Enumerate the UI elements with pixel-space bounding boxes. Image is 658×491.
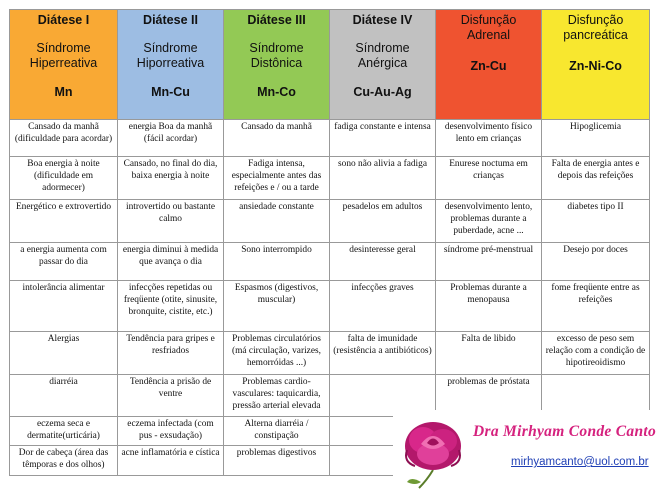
table-cell: Cansado da manhã [224, 120, 330, 157]
column-elements: Cu-Au-Ag [353, 85, 412, 99]
column-elements: Mn-Co [257, 85, 296, 99]
doctor-name: Dra Mirhyam Conde Canto [473, 423, 657, 440]
table-cell: acne inflamatória e cística [118, 446, 224, 476]
table-cell: Dor de cabeça (área das têmporas e dos olhos) [10, 446, 118, 476]
column-elements: Zn-Cu [470, 59, 507, 73]
table-cell: Problemas durante a menopausa [436, 281, 542, 332]
column-title: Diátese I [37, 13, 90, 27]
column-subtitle-line1: Síndrome [355, 41, 410, 55]
table-cell: Problemas cardio-vasculares: taquicardia, pressão arterial elevada [224, 375, 330, 417]
table-cell: problemas digestivos [224, 446, 330, 476]
table-cell: desinteresse geral [330, 243, 436, 281]
table-cell: Espasmos (digestivos, muscular) [224, 281, 330, 332]
column-subtitle-line1: Síndrome [36, 41, 91, 55]
column-title: Diátese IV [352, 13, 413, 27]
header-diatese-2 [118, 10, 224, 120]
table-cell: intolerância alimentar [10, 281, 118, 332]
table-row [10, 243, 650, 281]
column-elements: Mn-Cu [151, 85, 190, 99]
table-cell: Desejo por doces [542, 243, 650, 281]
column-subtitle-line1: Síndrome [249, 41, 304, 55]
table-cell: Enurese noctuma em crianças [436, 157, 542, 200]
column-subtitle-line1: Síndrome [143, 41, 198, 55]
table-cell: síndrome pré-menstrual [436, 243, 542, 281]
column-subtitle-line2: Anérgica [357, 56, 408, 70]
table-cell: problemas de próstata [436, 375, 542, 417]
table-cell: Problemas circulatórios (má circulação, varizes, hemorróidas ...) [224, 332, 330, 375]
table-cell: desenvolvimento lento, problemas durante a puberdade, acne ... [436, 200, 542, 243]
column-title-line2: Adrenal [466, 28, 511, 42]
table-cell: a energia aumenta com passar do dia [10, 243, 118, 281]
table-cell: introvertido ou bastante calmo [118, 200, 224, 243]
table-cell: energia diminui à medida que avança o dia [118, 243, 224, 281]
table-cell: Fadiga intensa, especialmente antes das refeições e / ou a tarde [224, 157, 330, 200]
table-cell: Tendência a prisão de ventre [118, 375, 224, 417]
syndrome-table [9, 9, 650, 476]
table-row [10, 332, 650, 375]
table-cell: falta de imunidade (resistência a antibióticos) [330, 332, 436, 375]
header-disfuncao-adrenal [436, 10, 542, 120]
column-subtitle-line2: Distônica [250, 56, 303, 70]
column-subtitle-line2: Hiperreativa [29, 56, 98, 70]
table-cell: Hipoglicemia [542, 120, 650, 157]
header-disfuncao-pancreatica [542, 10, 650, 120]
table-cell: eczema infectada (com pus - exsudação) [118, 417, 224, 446]
table-cell: Alterna diarréia / constipação [224, 417, 330, 446]
table-cell: eczema seca e dermatite(urticária) [10, 417, 118, 446]
signature-overlay [393, 410, 658, 491]
rose-icon [393, 410, 473, 491]
column-elements: Mn [54, 85, 73, 99]
table-cell: Cansado da manhã (dificuldade para acordar) [10, 120, 118, 157]
column-title: Diátese II [143, 13, 198, 27]
table-cell: sono não alivia a fadiga [330, 157, 436, 200]
table-cell: fome freqüente entre as refeições [542, 281, 650, 332]
table-row [10, 157, 650, 200]
table-row [10, 281, 650, 332]
table-cell: Boa energia à noite (dificuldade em adormecer) [10, 157, 118, 200]
table-row [10, 200, 650, 243]
table-cell: Alergias [10, 332, 118, 375]
column-elements: Zn-Ni-Co [569, 59, 622, 73]
table-row [10, 120, 650, 157]
table-cell: ansiedade constante [224, 200, 330, 243]
table-cell: fadiga constante e intensa [330, 120, 436, 157]
table-cell: Cansado, no final do dia, baixa energia à noite [118, 157, 224, 200]
table-cell: infecções repetidas ou freqüente (otite, sinusite, bronquite, cistite, etc.) [118, 281, 224, 332]
column-title-line1: Disfunção [460, 13, 517, 27]
column-title-line1: Disfunção [567, 13, 624, 27]
column-title-line2: pancreática [563, 28, 628, 42]
table-cell: Falta de libido [436, 332, 542, 375]
table-cell: Energético e extrovertido [10, 200, 118, 243]
table-cell: desenvolvimento físico lento em crianças [436, 120, 542, 157]
email-link[interactable]: mirhyamcanto@uol.com.br [511, 456, 649, 468]
table-cell: pesadelos em adultos [330, 200, 436, 243]
header-diatese-1 [10, 10, 118, 120]
table-cell: Falta de energia antes e depois das refeições [542, 157, 650, 200]
column-subtitle-line2: Hiporreativa [136, 56, 205, 70]
header-row [10, 10, 650, 120]
table-cell: energia Boa da manhã (fácil acordar) [118, 120, 224, 157]
table-cell: excesso de peso sem relação com a condição de hipotireoidismo [542, 332, 650, 375]
table-cell: Tendência para gripes e resfriados [118, 332, 224, 375]
table-cell: Sono interrompido [224, 243, 330, 281]
table-cell: diarréia [10, 375, 118, 417]
header-diatese-3 [224, 10, 330, 120]
table-cell: diabetes tipo II [542, 200, 650, 243]
table-cell: infecções graves [330, 281, 436, 332]
header-diatese-4 [330, 10, 436, 120]
column-title: Diátese III [247, 13, 306, 27]
